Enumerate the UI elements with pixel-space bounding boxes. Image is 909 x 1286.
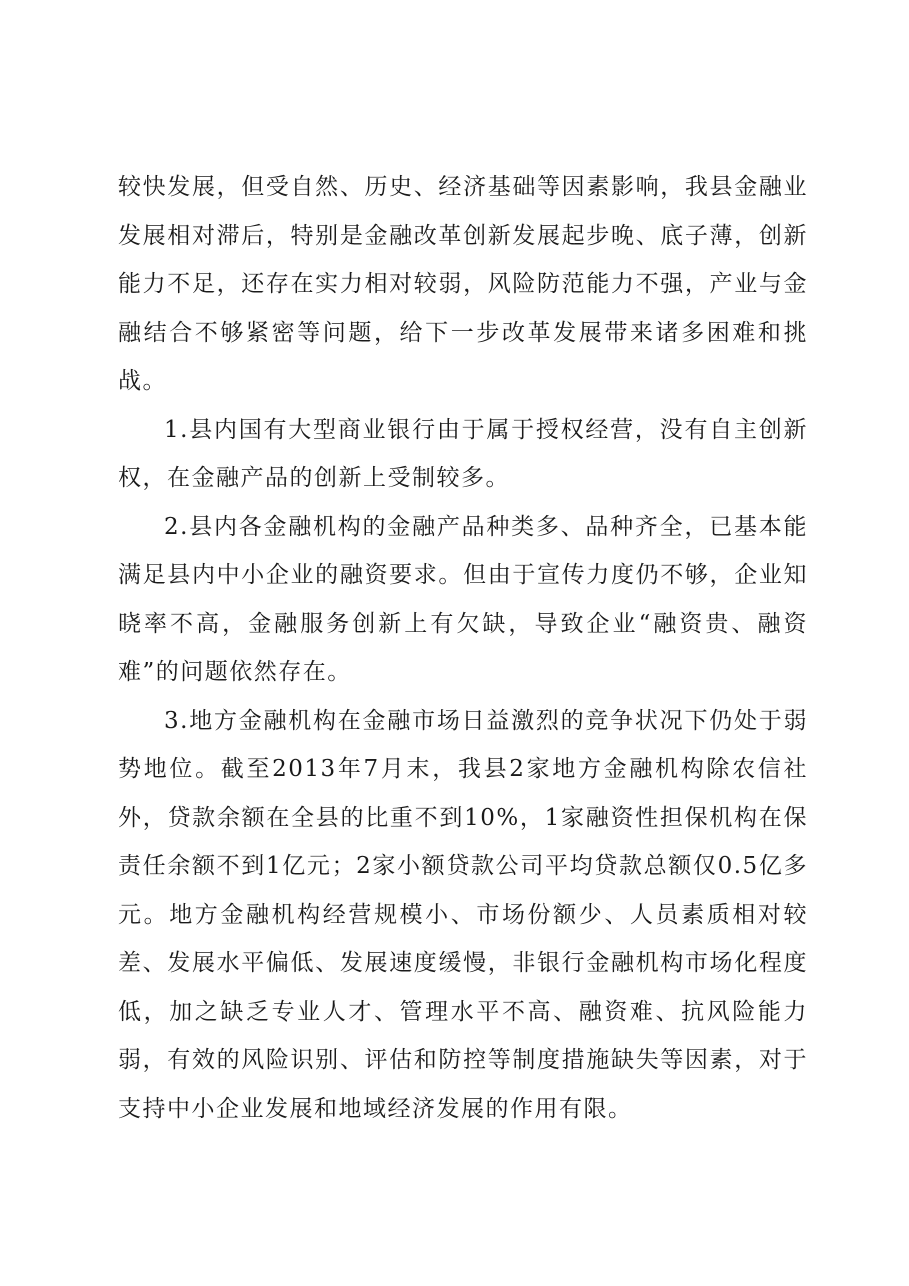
paragraph-intro: 较快发展，但受自然、历史、经济基础等因素影响，我县金融业发展相对滞后，特别是金融改革创新发展起步晚、底子薄，创新能力不足，还存在实力相对较弱，风险防范能力不强，产业与金融结合不够紧密等问题，给下一步改革发展带来诸多困难和挑战。 xyxy=(118,174,808,394)
document-body xyxy=(118,163,808,1133)
paragraph-item-2: 2.县内各金融机构的金融产品种类多、品种齐全，已基本能满足县内中小企业的融资要求。但由于宣传力度仍不够，企业知晓率不高，金融服务创新上有欠缺，导致企业“融资贵、融资难”的问题依然存在。 xyxy=(118,513,808,685)
paragraph-item-3: 3.地方金融机构在金融市场日益激烈的竞争状况下仍处于弱势地位。截至2013年7月末，我县2家地方金融机构除农信社外，贷款余额在全县的比重不到10%，1家融资性担保机构在保责任余额不到1亿元；2家小额贷款公司平均贷款总额仅0.5亿多元。地方金融机构经营规模小、市场份额少、人员素质相对较差、发展水平偏低、发展速度缓慢，非银行金融机构市场化程度低，加之缺乏专业人才、管理水平不高、融资难、抗风险能力弱，有效的风险识别、评估和防控等制度措施缺失等因素，对于支持中小企业发展和地域经济发展的作用有限。 xyxy=(118,707,808,1122)
paragraph-item-1: 1.县内国有大型商业银行由于属于授权经营，没有自主创新权，在金融产品的创新上受制较多。 xyxy=(118,416,808,491)
